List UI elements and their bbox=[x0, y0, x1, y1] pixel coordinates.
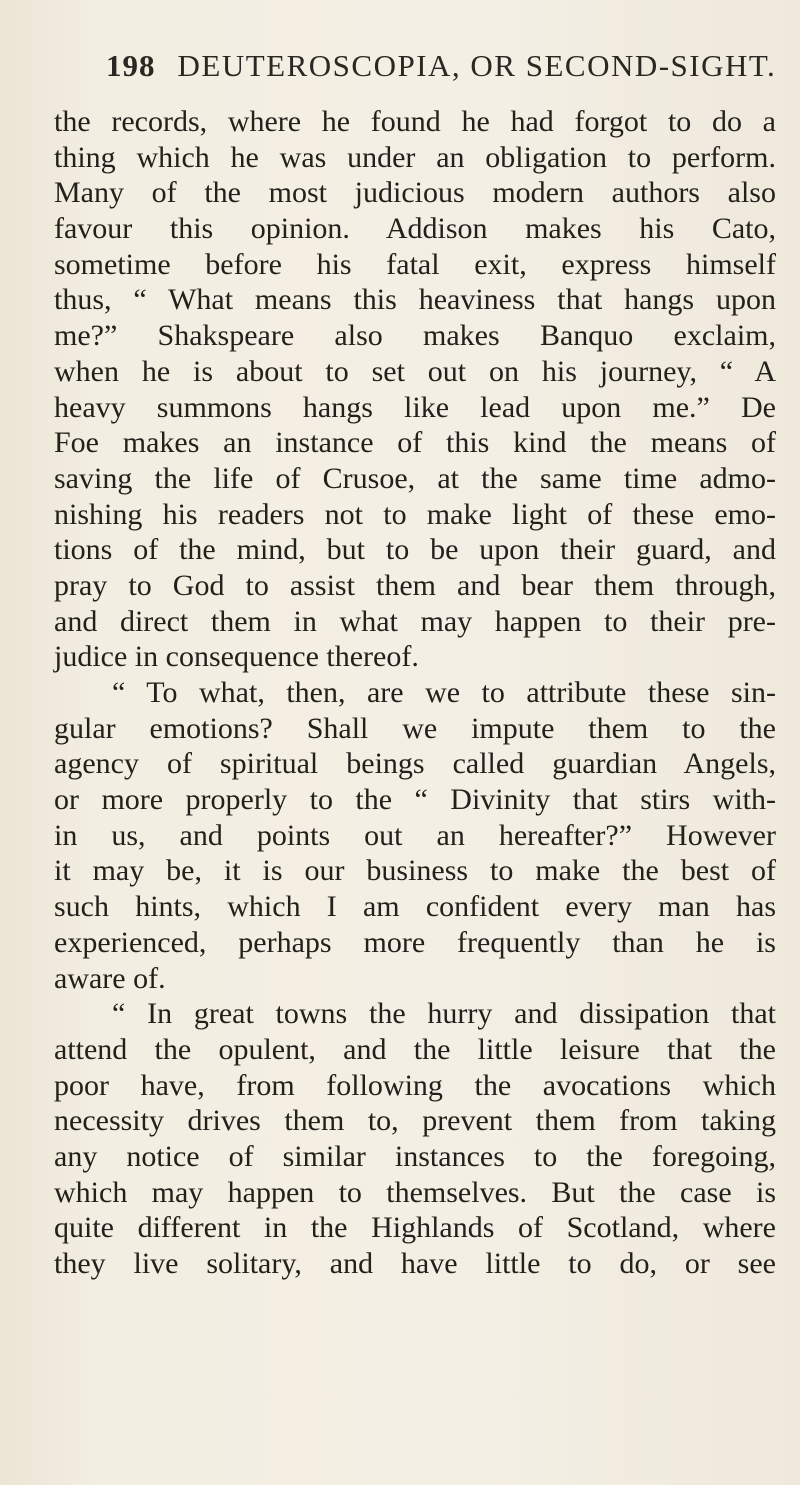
text-line: experienced, perhaps more frequently than he is bbox=[54, 925, 776, 959]
text-line: necessity drives them to, prevent them from taking bbox=[54, 1104, 776, 1138]
text-line: and direct them in what may happen to their pre- bbox=[54, 604, 776, 638]
text-line: Many of the most judicious modern authors also bbox=[54, 176, 776, 210]
text-line: gular emotions? Shall we impute them to the bbox=[54, 711, 776, 745]
text-line: in us, and points out an hereafter?” However bbox=[54, 818, 776, 852]
text-line: saving the life of Crusoe, at the same time admo- bbox=[54, 461, 776, 495]
text-line: nishing his readers not to make light of these emo- bbox=[54, 497, 776, 531]
text-line: poor have, from following the avocations which bbox=[54, 1068, 776, 1102]
paragraph-end-line: aware of. bbox=[54, 961, 166, 995]
text-line: which may happen to themselves. But the case is bbox=[54, 1175, 776, 1209]
text-line: Foe makes an instance of this kind the means of bbox=[54, 426, 776, 460]
text-line: favour this opinion. Addison makes his Cato, bbox=[54, 212, 776, 246]
text-line: attend the opulent, and the little leisure that the bbox=[54, 1032, 776, 1066]
text-line: tions of the mind, but to be upon their guard, and bbox=[54, 533, 776, 567]
text-line: me?” Shakspeare also makes Banquo exclaim, bbox=[54, 319, 776, 353]
paragraph-start-line: “ To what, then, are we to attribute these sin- bbox=[112, 676, 776, 709]
text-line: the records, where he found he had forgot to do a bbox=[54, 105, 776, 138]
body-text bbox=[54, 104, 776, 1282]
text-line: agency of spiritual beings called guardian Angels, bbox=[54, 747, 776, 781]
text-line: thus, “ What means this heaviness that hangs upon bbox=[54, 283, 776, 317]
text-line: thing which he was under an obligation to perform. bbox=[54, 140, 776, 174]
text-line: heavy summons hangs like lead upon me.” De bbox=[54, 390, 776, 424]
page-number: 198 bbox=[106, 48, 156, 83]
text-line: sometime before his fatal exit, express himself bbox=[54, 247, 776, 281]
text-line: it may be, it is our business to make the best of bbox=[54, 854, 776, 888]
running-title: DEUTEROSCOPIA, OR SECOND-SIGHT. bbox=[177, 48, 777, 83]
paragraph-end-line: judice in consequence thereof. bbox=[54, 640, 419, 674]
text-line: such hints, which I am confident every man has bbox=[54, 890, 776, 924]
text-line: or more properly to the “ Divinity that stirs with- bbox=[54, 783, 776, 817]
text-line: pray to God to assist them and bear them through, bbox=[54, 568, 776, 602]
page-header bbox=[106, 44, 777, 88]
text-line: they live solitary, and have little to do, or see bbox=[54, 1247, 776, 1280]
text-line: any notice of similar instances to the foregoing, bbox=[54, 1139, 776, 1173]
text-line: quite different in the Highlands of Scotland, where bbox=[54, 1211, 776, 1245]
text-line: when he is about to set out on his journey, “ A bbox=[54, 354, 776, 388]
paragraph-start-line: “ In great towns the hurry and dissipation that bbox=[112, 997, 776, 1031]
